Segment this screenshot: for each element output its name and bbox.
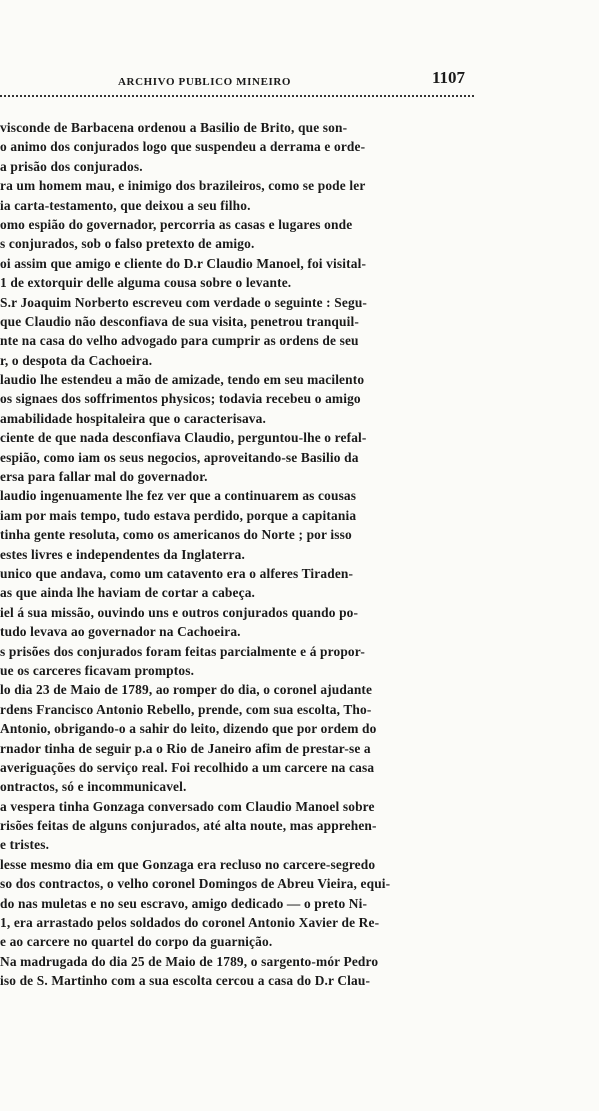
page-number: 1107 (432, 68, 466, 87)
text-line: que Claudio não desconfiava de sua visita, penetrou tranquil- (0, 313, 359, 329)
text-line: ue os carceres ficavam promptos. (0, 662, 195, 678)
text-line: laudio lhe estendeu a mão de amizade, tendo em seu macilento (0, 372, 365, 388)
text-line: estes livres e independentes da Inglaterra. (0, 546, 245, 562)
text-line: 1, era arrastado pelos soldados do coronel Antonio Xavier de Re- (0, 915, 380, 931)
text-line: rdens Francisco Antonio Rebello, prende, com sua escolta, Tho- (0, 701, 372, 717)
text-line: as que ainda lhe haviam de cortar a cabeça. (0, 585, 256, 601)
text-line: a vespera tinha Gonzaga conversado com Claudio Manoel sobre (0, 798, 375, 814)
text-line: Na madrugada do dia 25 de Maio de 1789, o sargento-mór Pedro (0, 953, 379, 969)
text-line: espião, como iam os seus negocios, aproveitando-se Basilio da (0, 449, 359, 465)
text-line: ra um homem mau, e inimigo dos brazileiros, como se pode ler (0, 178, 366, 194)
text-line: averiguações do serviço real. Foi recolhido a um carcere na casa (0, 759, 375, 775)
text-line: S.r Joaquim Norberto escreveu com verdade o seguinte : Segu- (0, 294, 368, 310)
text-line: laudio ingenuamente lhe fez ver que a continuarem as cousas (0, 488, 357, 504)
text-line: omo espião do governador, percorria as casas e lugares onde (0, 216, 353, 232)
text-line: ciente de que nada desconfiava Claudio, perguntou-lhe o refal- (0, 430, 367, 446)
text-line: iel á sua missão, ouvindo uns e outros conjurados quando po- (0, 604, 359, 620)
text-line: oi assim que amigo e cliente do D.r Claudio Manoel, foi visital- (0, 255, 367, 271)
text-line: amabilidade hospitaleira que o caracterisava. (0, 410, 266, 426)
text-line: 1 de extorquir delle alguma cousa sobre o levante. (0, 275, 292, 291)
text-line: e ao carcere no quartel do corpo da guarnição. (0, 934, 273, 950)
text-line: ia carta-testamento, que deixou a seu filho. (0, 197, 251, 213)
text-line: r, o despota da Cachoeira. (0, 352, 153, 368)
text-line: visconde de Barbacena ordenou a Basilio de Brito, que son- (0, 120, 348, 135)
body-text (0, 118, 520, 991)
running-title: ARCHIVO PUBLICO MINEIRO (118, 76, 292, 88)
text-line: rnador tinha de seguir p.a o Rio de Janeiro afim de prestar-se a (0, 740, 371, 756)
text-line: so dos contractos, o velho coronel Domingos de Abreu Vieira, equi- (0, 876, 391, 892)
text-line: nte na casa do velho advogado para cumprir as ordens de seu (0, 333, 359, 349)
text-line: iso de S. Martinho com a sua escolta cercou a casa do D.r Clau- (0, 973, 371, 989)
text-line: e tristes. (0, 837, 50, 853)
header-rule (0, 95, 474, 97)
text-line: ontractos, só e incommunicavel. (0, 779, 187, 795)
text-line: os signaes dos soffrimentos physicos; todavia recebeu o amigo (0, 391, 361, 407)
text-line: iam por mais tempo, tudo estava perdido, porque a capitania (0, 507, 357, 523)
text-line: lesse mesmo dia em que Gonzaga era recluso no carcere-segredo (0, 856, 376, 872)
text-line: risões feitas de alguns conjurados, até alta noute, mas apprehen- (0, 818, 377, 834)
text-line: Antonio, obrigando-o a sahir do leito, dizendo que por ordem do (0, 721, 377, 737)
text-line: unico que andava, como um catavento era o alferes Tiraden- (0, 565, 354, 581)
text-line: tudo levava ao governador na Cachoeira. (0, 624, 241, 640)
text-line: lo dia 23 de Maio de 1789, ao romper do dia, o coronel ajudante (0, 682, 373, 698)
text-line: ersa para fallar mal do governador. (0, 469, 208, 485)
running-head (0, 66, 599, 94)
text-line: o animo dos conjurados logo que suspendeu a derrama e orde- (0, 139, 366, 155)
text-line: s prisões dos conjurados foram feitas parcialmente e á propor- (0, 643, 365, 659)
text-line: s conjurados, sob o falso pretexto de amigo. (0, 236, 255, 252)
text-line: tinha gente resoluta, como os americanos do Norte ; por isso (0, 527, 352, 543)
text-line: do nas muletas e no seu escravo, amigo dedicado — o preto Ni- (0, 895, 368, 911)
text-line: a prisão dos conjurados. (0, 158, 143, 174)
